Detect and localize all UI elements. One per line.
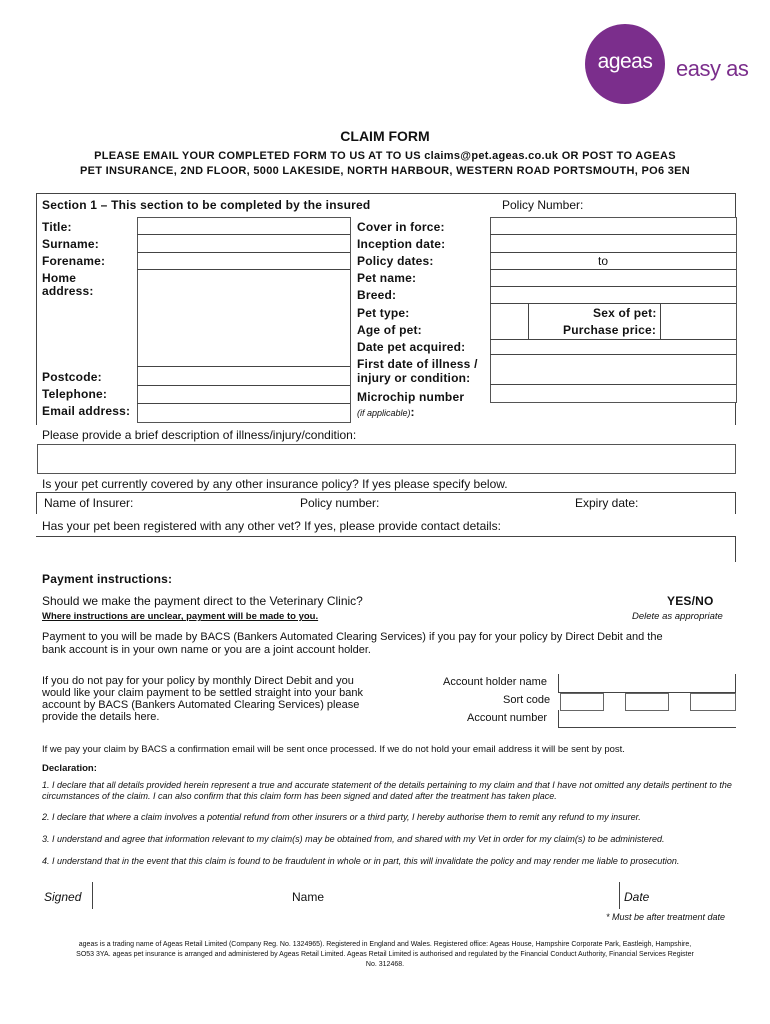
- pet-name-label: Pet name:: [357, 271, 417, 285]
- acquired-field[interactable]: [491, 340, 734, 354]
- inception-field[interactable]: [491, 235, 734, 251]
- form-title: CLAIM FORM: [340, 128, 430, 144]
- breed-field[interactable]: [491, 287, 734, 303]
- if-applicable-note: [357, 405, 415, 419]
- address-label: address:: [42, 284, 94, 298]
- date-label: Date: [624, 890, 650, 904]
- unclear-note: Where instructions are unclear, payment will be made to you.: [42, 611, 319, 622]
- declaration-item: 4. I understand that in the event that this claim is found to be fraudulent in whole or in part, this will invalidate the policy and may render me liable to prosecution.: [42, 856, 680, 866]
- declaration-item: 1. I declare that all details provided herein represent a true and accurate statement of the details pertaining to my claim and that I have not omitted any details pertinent to the circumstances of the claim. I can also confirm that this claim form has been signed and dated after the treatment has taken place.: [42, 780, 732, 801]
- sort-code-label: Sort code: [503, 694, 551, 706]
- telephone-field[interactable]: [138, 386, 348, 402]
- rule: [558, 727, 736, 728]
- pet-name-field[interactable]: [491, 270, 734, 286]
- delete-note: Delete as appropriate: [632, 611, 723, 622]
- rule: [735, 674, 736, 692]
- other-vet-question: Has your pet been registered with any other vet? If yes, please provide contact details:: [42, 519, 501, 533]
- ageas-logo: [585, 24, 665, 104]
- description-field[interactable]: [37, 444, 736, 474]
- forename-label: Forename:: [42, 254, 106, 268]
- rule: [660, 303, 661, 339]
- rule: [558, 710, 559, 727]
- footer-line-2: SO53 3YA. ageas pet insurance is arranged and administered by Ageas Retail Limited. Ageas Retail Limited is authorised and regulated by the Financial Conduct Authority, Financial Services Register: [76, 951, 694, 958]
- header-line-2: PET INSURANCE, 2ND FLOOR, 5000 LAKESIDE, NORTH HARBOUR, WESTERN ROAD PORTSMOUTH, PO6 3EN: [79, 165, 691, 177]
- breed-label: Breed:: [357, 288, 397, 302]
- insurer-label: Name of Insurer:: [44, 496, 134, 510]
- tagline: easy as: [676, 56, 749, 81]
- rule: [490, 303, 736, 304]
- expiry-label: Expiry date:: [575, 496, 639, 510]
- dd-line-3: account by BACS (Bankers Automated Clearing Services) please: [42, 699, 360, 711]
- if-applicable-text: (if applicable): [357, 408, 411, 418]
- bacs-line-1: Payment to you will be made by BACS (Bankers Automated Clearing Services) if you pay for your policy by Direct Debit and the: [42, 631, 663, 643]
- acquired-label: Date pet acquired:: [357, 340, 466, 354]
- forename-field[interactable]: [138, 253, 348, 269]
- expiry-field[interactable]: [645, 494, 733, 512]
- sex-label: Sex of pet:: [593, 306, 657, 320]
- section-left-rule: [36, 193, 37, 425]
- declaration-item: 3. I understand and agree that information relevant to my claim(s) may be obtained from, and shared with my Vet in order for my claim(s) to be administered.: [42, 834, 665, 844]
- footer-line-1: ageas is a trading name of Ageas Retail Limited (Company Reg. No. 1324965). Registered in England and Wales. Registered office: Ageas House, Hampshire Corporate Park, Eastleigh, Hampshire,: [78, 941, 692, 948]
- description-prompt: Please provide a brief description of illness/injury/condition:: [42, 428, 357, 442]
- postcode-label: Postcode:: [42, 370, 102, 384]
- date-field[interactable]: [656, 884, 734, 908]
- account-holder-label: Account holder name: [443, 676, 547, 688]
- sort-code-box-1[interactable]: [560, 693, 604, 711]
- account-holder-field[interactable]: [560, 675, 736, 691]
- signed-label: Signed: [44, 890, 82, 904]
- declaration-item: 2. I declare that where a claim involves a potential refund from other insurers or a third party, I hereby authorise them to remit any refund to my insurer.: [42, 812, 641, 822]
- insurer-field[interactable]: [142, 494, 292, 512]
- rule: [36, 492, 37, 514]
- purchase-label: Purchase price:: [563, 323, 657, 337]
- other-policy-field[interactable]: [388, 494, 568, 512]
- first-date-label-2: injury or condition:: [357, 371, 471, 385]
- bacs-email-note: If we pay your claim by BACS a confirmation email will be sent once processed. If we do not hold your email address it will be sent by post.: [42, 744, 625, 755]
- dd-line-1: If you do not pay for your policy by monthly Direct Debit and you: [42, 675, 354, 687]
- name-field[interactable]: [330, 884, 615, 908]
- telephone-label: Telephone:: [42, 387, 108, 401]
- sort-code-box-3[interactable]: [690, 693, 736, 711]
- home-label: Home: [42, 271, 77, 285]
- payment-question: Should we make the payment direct to the Veterinary Clinic?: [42, 594, 363, 608]
- first-date-field[interactable]: [491, 355, 734, 383]
- cover-field[interactable]: [491, 218, 734, 234]
- declaration-heading: Declaration:: [42, 763, 97, 774]
- rule: [619, 882, 620, 909]
- other-vet-field[interactable]: [38, 537, 734, 562]
- email-label: Email address:: [42, 404, 131, 418]
- header-line-1: PLEASE EMAIL YOUR COMPLETED FORM TO US AT TO US claims@pet.ageas.co.uk OR POST TO AGEAS: [94, 150, 676, 162]
- rule: [92, 882, 93, 909]
- surname-label: Surname:: [42, 237, 99, 251]
- policy-dates-label: Policy dates:: [357, 254, 434, 268]
- microchip-field[interactable]: [491, 385, 734, 400]
- logo-text: ageas: [597, 50, 653, 73]
- rule: [735, 492, 736, 514]
- title-field[interactable]: [138, 218, 348, 234]
- name-label: Name: [292, 890, 325, 904]
- first-date-label-1: First date of illness /: [357, 357, 478, 371]
- email-field[interactable]: [138, 404, 348, 420]
- account-number-label: Account number: [467, 712, 548, 724]
- surname-field[interactable]: [138, 235, 348, 251]
- other-policy-label: Policy number:: [300, 496, 380, 510]
- rule: [528, 303, 529, 339]
- footer-line-3: No. 312468.: [365, 961, 405, 968]
- title-label: Title:: [42, 220, 72, 234]
- rule: [558, 674, 559, 692]
- account-number-field[interactable]: [560, 711, 736, 726]
- rule: [36, 492, 736, 493]
- home-address-field[interactable]: [138, 270, 348, 365]
- colon: :: [410, 405, 415, 419]
- bacs-line-2: bank account is in your own name or you are a joint account holder.: [42, 644, 371, 656]
- yes-no-option[interactable]: YES/NO: [667, 594, 714, 608]
- microchip-label: Microchip number: [357, 390, 465, 404]
- sort-code-box-2[interactable]: [625, 693, 669, 711]
- age-label: Age of pet:: [357, 323, 422, 337]
- rule: [490, 252, 736, 253]
- postcode-field[interactable]: [138, 367, 348, 384]
- payment-heading: Payment instructions:: [42, 572, 173, 586]
- cover-label: Cover in force:: [357, 220, 445, 234]
- rule: [735, 536, 736, 562]
- policy-dates-to-label: to: [598, 254, 609, 268]
- signature-field[interactable]: [94, 884, 284, 908]
- dd-line-4: provide the details here.: [42, 711, 160, 723]
- section1-heading: Section 1 – This section to be completed by the insured: [42, 198, 371, 212]
- dd-line-2: would like your claim payment to be settled straight into your bank: [42, 687, 363, 699]
- section-top-rule: [36, 193, 736, 194]
- pet-type-label: Pet type:: [357, 306, 410, 320]
- other-insurance-question: Is your pet currently covered by any other insurance policy? If yes please specify below.: [42, 477, 508, 491]
- date-note: * Must be after treatment date: [606, 912, 726, 922]
- policy-number-label: Policy Number:: [502, 198, 584, 212]
- inception-label: Inception date:: [357, 237, 446, 251]
